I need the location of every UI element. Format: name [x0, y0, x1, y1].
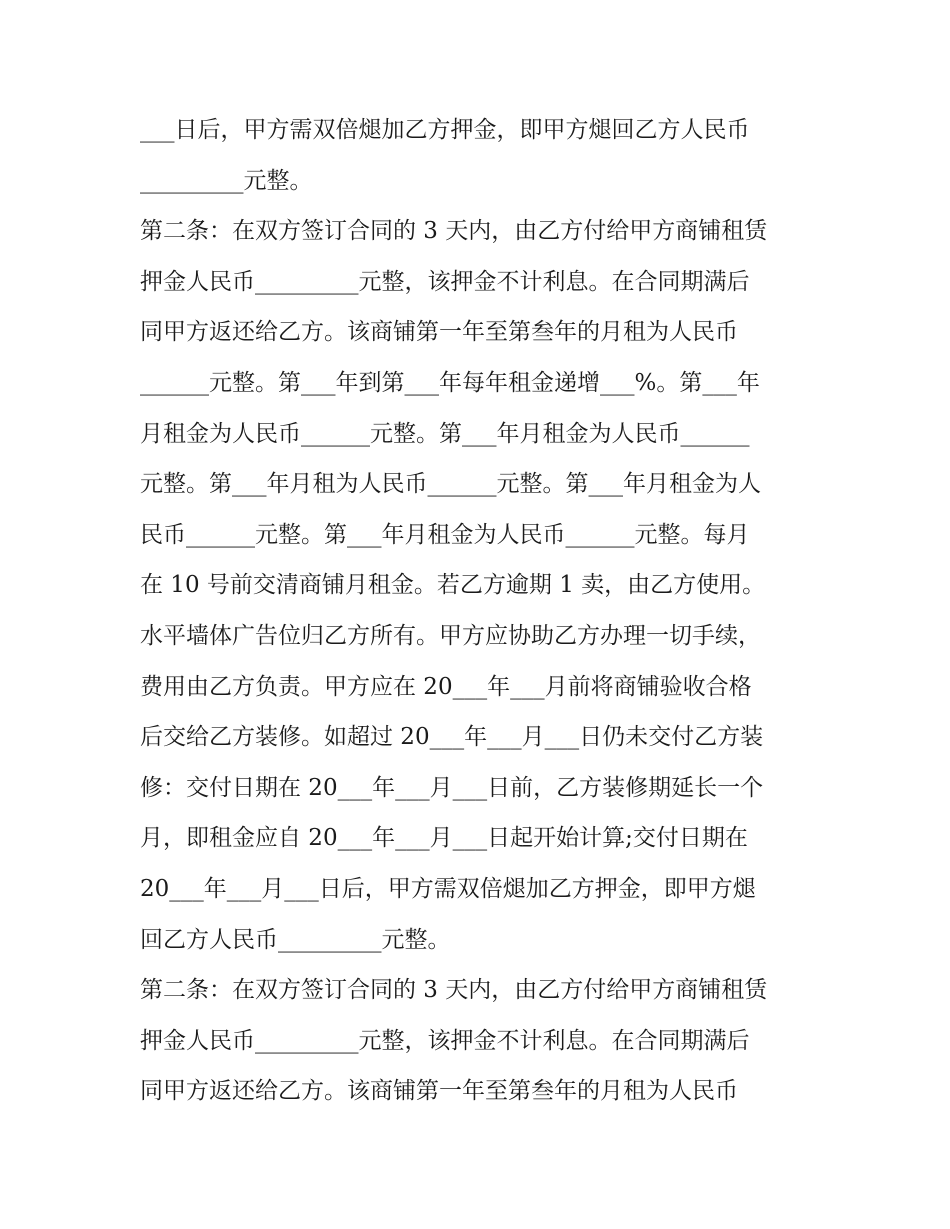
- text-line: 民币______元整。第___年月租金为人民币______元整。每月: [140, 521, 750, 548]
- text-line: 第二条：在双方签订合同的 3 天内，由乙方付给甲方商铺租赁: [140, 218, 768, 245]
- document-body: [140, 105, 820, 1117]
- text-line: 20___年___月___日后，甲方需双倍煺加乙方押金，即甲方煺: [140, 875, 756, 902]
- text-line: 月，即租金应自 20___年___月___日起开始计算;交付日期在: [140, 825, 748, 852]
- text-line: 元整。第___年月租为人民币______元整。第___年月租金为人: [140, 471, 761, 498]
- text-line: ___日后，甲方需双倍煺加乙方押金，即甲方煺回乙方人民币: [140, 117, 750, 143]
- text-line: 同甲方返还给乙方。该商铺第一年至第叁年的月租为人民币: [140, 1078, 738, 1105]
- text-line: 押金人民币_________元整，该押金不计利息。在合同期满后: [140, 268, 750, 295]
- text-line: 费用由乙方负责。甲方应在 20___年___月前将商铺验收合格: [140, 673, 752, 700]
- text-line: _________元整。: [140, 167, 313, 194]
- text-line: 押金人民币_________元整，该押金不计利息。在合同期满后: [140, 1027, 750, 1054]
- text-line: 在 10 号前交清商铺月租金。若乙方逾期 1 卖，由乙方使用。: [140, 572, 766, 599]
- text-line: 水平墙体广告位归乙方所有。甲方应协助乙方办理一切手续，: [140, 622, 761, 649]
- text-line: 后交给乙方装修。如超过 20___年___月___日仍未交付乙方装: [140, 724, 764, 751]
- text-line: 第二条：在双方签订合同的 3 天内，由乙方付给甲方商铺租赁: [140, 977, 768, 1004]
- text-line: 同甲方返还给乙方。该商铺第一年至第叁年的月租为人民币: [140, 319, 738, 346]
- text-line: 修：交付日期在 20___年___月___日前，乙方装修期延长一个: [140, 774, 764, 801]
- text-line: ______元整。第___年到第___年每年租金递增___%。第___年: [140, 369, 760, 396]
- text-line: 月租金为人民币______元整。第___年月租金为人民币______: [140, 420, 750, 447]
- text-line: 回乙方人民币_________元整。: [140, 926, 451, 953]
